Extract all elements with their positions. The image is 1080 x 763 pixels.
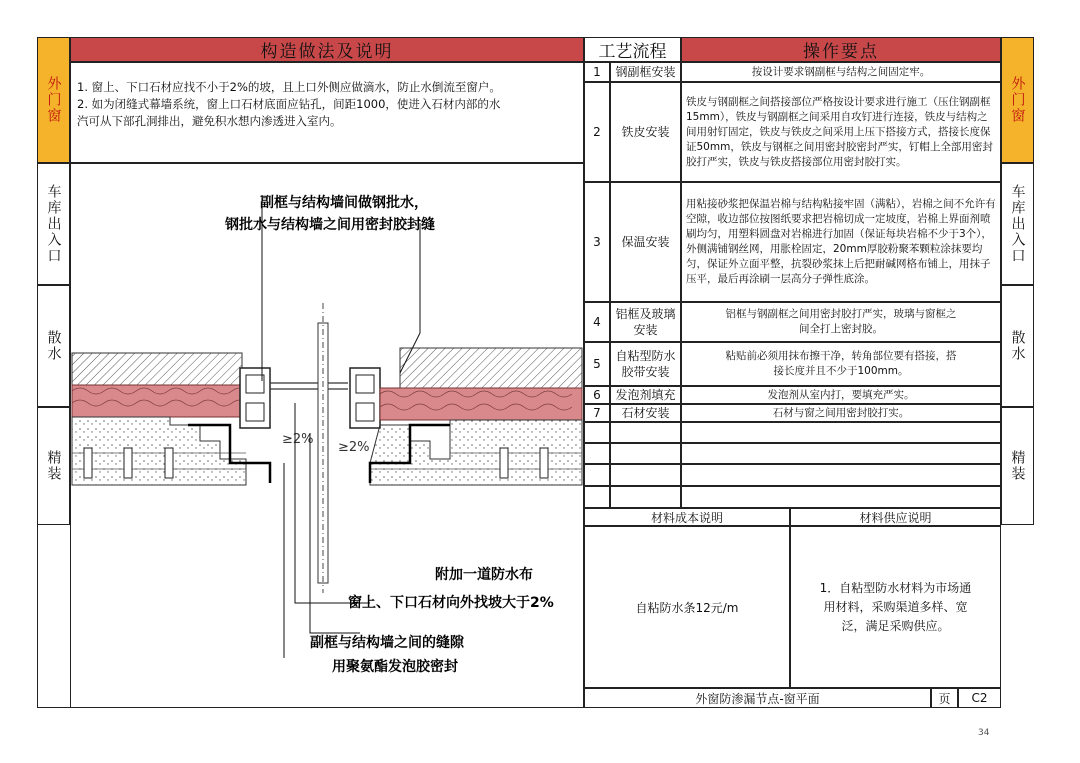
side-tab-label: 精装	[1009, 450, 1026, 482]
footer-page-label	[931, 688, 958, 708]
side-tab-label: 精装	[45, 450, 62, 482]
window-section-drawing	[70, 163, 584, 708]
step-number: 7	[584, 404, 610, 422]
left-stone-steps	[72, 417, 246, 485]
left-wall-concrete	[72, 353, 242, 385]
slope-right-label: ≥2%	[338, 440, 370, 455]
label-slope: 窗上、下口石材向外找坡大于2%	[348, 595, 554, 611]
cost-text-value: 自粘防水条12元/m	[635, 600, 739, 615]
step-number	[584, 486, 610, 508]
side-tab-left-garage[interactable]	[37, 163, 70, 285]
construction-header	[70, 37, 584, 62]
side-tab-left-windows[interactable]	[37, 37, 70, 163]
notes-box	[70, 62, 584, 163]
footer-page-code-text: C2	[971, 691, 988, 705]
step-name: 铁皮安装	[610, 82, 681, 182]
step-description: 用粘接砂浆把保温岩棉与结构粘接牢固（满粘），岩棉之间不允许有空隙，收边部位按图纸要求把岩棉切成一定坡度，岩棉上界面剂喷刷均匀，用塑料圆盘对岩棉进行加固（保证每块岩棉不少于3个），外侧满铺钢丝网，用胀栓固定，20mm厚胶粉聚苯颗粒涂抹要均匀，保证外立面平整，抗裂砂浆抹上后把耐碱网格布铺上，用抹子压平，最后再涂刷一层高分子弹性底涂。	[681, 182, 1001, 302]
label-gap-2: 用聚氨酯发泡胶密封	[332, 659, 458, 675]
step-name	[610, 422, 681, 443]
footer-title	[584, 688, 931, 708]
left-insulation	[72, 385, 252, 417]
right-stone-steps	[370, 420, 582, 485]
side-tab-label: 车库出入口	[45, 184, 62, 264]
step-name	[610, 464, 681, 486]
step-number: 6	[584, 386, 610, 404]
side-tab-right-windows[interactable]	[1001, 37, 1034, 163]
side-tab-left-apron[interactable]	[37, 285, 70, 407]
label-steel-flashing-2: 钢批水与结构墙之间用密封胶封缝	[225, 217, 435, 233]
step-number: 2	[584, 82, 610, 182]
side-tab-label: 散水	[45, 330, 62, 362]
step-number	[584, 464, 610, 486]
step-description: 铁皮与钢副框之间搭接部位严格按设计要求进行施工（压住钢副框15mm），铁皮与钢副框之间采用自攻钉进行连接，铁皮与结构之间用射钉固定，铁皮与铁皮之间采用上压下搭接方式，搭接长度保证50mm，铁皮与钢框之间用密封胶密封严实，钉帽上全部用密封胶打严实，铁皮与铁皮搭接部位用密封胶打实。	[681, 82, 1001, 182]
step-number	[584, 443, 610, 464]
step-name	[610, 443, 681, 464]
side-tab-right-decoration[interactable]	[1001, 407, 1034, 525]
label-waterproof: 附加一道防水布	[435, 567, 533, 583]
process-header	[584, 37, 681, 62]
supply-text	[790, 526, 1001, 688]
step-name	[610, 486, 681, 508]
side-tab-label: 车库出入口	[1009, 184, 1026, 264]
footer-page-label-text: 页	[938, 691, 951, 706]
step-number	[584, 422, 610, 443]
footer-title-text: 外窗防渗漏节点-窗平面	[695, 691, 820, 706]
supply-title	[790, 508, 1001, 526]
side-tab-label: 散水	[1009, 330, 1026, 362]
step-number: 5	[584, 342, 610, 386]
step-number: 3	[584, 182, 610, 302]
side-tab-label: 外门窗	[45, 76, 62, 124]
footer-page-code	[958, 688, 1001, 708]
cost-text	[584, 526, 790, 688]
step-description: 铝框与钢副框之间用密封胶打严实，玻璃与窗框之间全打上密封胶。	[681, 302, 1001, 342]
side-tab-right-apron[interactable]	[1001, 285, 1034, 407]
step-name: 自粘型防水胶带安装	[610, 342, 681, 386]
step-description: 石材与窗之间用密封胶打实。	[681, 404, 1001, 422]
right-insulation	[380, 388, 582, 420]
step-description	[681, 486, 1001, 508]
page-number: 34	[978, 728, 990, 738]
label-steel-flashing-1: 副框与结构墙间做钢批水，	[260, 195, 428, 211]
right-wall-concrete	[400, 348, 582, 388]
cost-title-text: 材料成本说明	[650, 510, 723, 525]
step-number: 4	[584, 302, 610, 342]
step-name: 石材安装	[610, 404, 681, 422]
cost-title	[584, 508, 790, 526]
step-name: 铝框及玻璃安装	[610, 302, 681, 342]
step-description: 发泡剂从室内打，要填充严实。	[681, 386, 1001, 404]
side-tab-label: 外门窗	[1009, 76, 1026, 124]
step-description	[681, 422, 1001, 443]
side-tab-right-garage[interactable]	[1001, 163, 1034, 285]
label-gap-1: 副框与结构墙之间的缝隙	[310, 635, 464, 651]
construction-header-text: 构造做法及说明	[260, 42, 394, 62]
step-description: 按设计要求钢副框与结构之间固定牢。	[681, 62, 1001, 82]
step-description	[681, 443, 1001, 464]
slope-left-label: ≥2%	[282, 432, 314, 447]
center-mullion	[318, 323, 328, 583]
step-name: 发泡剂填充	[610, 386, 681, 404]
ops-header	[681, 37, 1001, 62]
note-2: 2. 如为闭缝式幕墙系统，窗上口石材底面应钻孔，间距1000，使进入石材内部的水汽可从下部孔洞排出，避免积水想内渗透进入室内。	[77, 97, 501, 128]
supply-text-value: 1．自粘型防水材料为市场通用材料，采购渠道多样、宽泛，满足采购供应。	[819, 580, 972, 633]
side-tab-left-decoration[interactable]	[37, 407, 70, 525]
step-name: 保温安装	[610, 182, 681, 302]
step-description	[681, 464, 1001, 486]
ops-header-text: 操作要点	[803, 42, 879, 62]
step-name: 钢副框安装	[610, 62, 681, 82]
supply-title-text: 材料供应说明	[859, 510, 932, 525]
step-number: 1	[584, 62, 610, 82]
step-description: 粘贴前必须用抹布擦干净，转角部位要有搭接，搭接长度并且不少于100mm。	[681, 342, 1001, 386]
process-header-text: 工艺流程	[598, 42, 667, 62]
note-1: 1. 窗上、下口石材应找不小于2%的坡，且上口外侧应做滴水，防止水倒流至窗户。	[77, 80, 501, 94]
